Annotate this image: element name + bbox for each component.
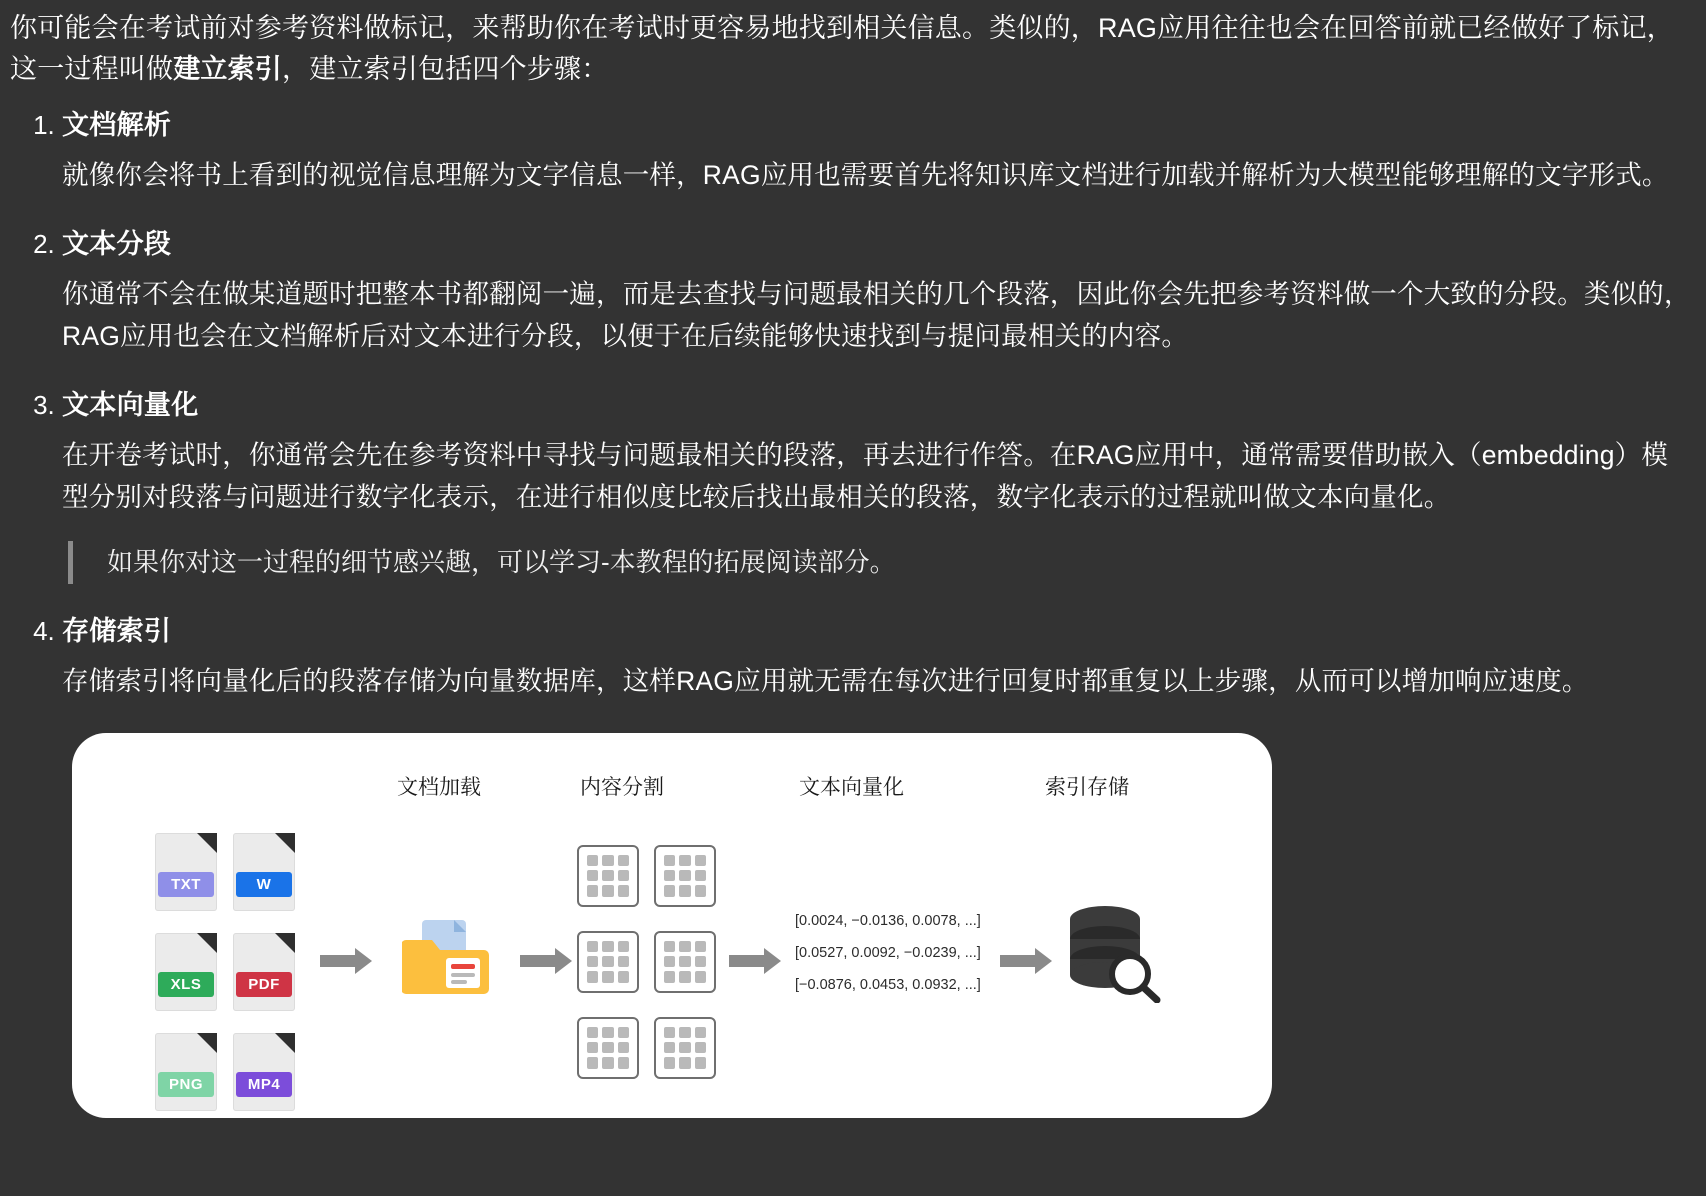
page-fold-icon [275,1033,295,1053]
file-icon-mp4 [233,1033,295,1111]
chunk-block [577,845,639,907]
stage-label-content-splitting: 内容分割 [580,775,664,799]
step-body: 你通常不会在做某道题时把整本书都翻阅一遍，而是去查找与问题最相关的几个段落，因此你会先把参考资料做一个大致的分段。类似的，RAG应用也会在文档解析后对文本进行分段，以便于在后续能够快速找到与提问最相关的内容。 [62,279,1691,351]
steps-list [10,108,1692,703]
step-body: 就像你会将书上看到的视觉信息理解为文字信息一样，RAG应用也需要首先将知识库文档进行加载并解析为大模型能够理解的文字形式。 [62,160,1669,191]
chunk-block [577,931,639,993]
step-body: 存储索引将向量化后的段落存储为向量数据库，这样RAG应用就无需在每次进行回复时都重复以上步骤，从而可以增加响应速度。 [62,665,1589,696]
step-title: 2. 文本分段 [62,229,172,260]
page-fold-icon [197,833,217,853]
file-type-label: PDF [236,972,292,997]
step-note: 如果你对这一过程的细节感兴趣，可以学习-本教程的拓展阅读部分。 [68,541,1692,584]
step-body: 在开卷考试时，你通常会先在参考资料中寻找与问题最相关的段落，再去进行作答。在RAG应用中，通常需要借助嵌入（embedding）模型分别对段落与问题进行数字化表示，在进行相似度比较后找出最相关的段落，数字化表示的过程就叫做文本向量化。 [62,439,1669,512]
stage-label-index-storage: 索引存储 [1045,775,1129,799]
file-type-label: MP4 [236,1072,292,1097]
chunk-block [654,931,716,993]
file-icon-word [233,833,295,911]
diagram-container [72,733,1692,1118]
document-page [0,8,1706,1118]
chunk-block [654,1017,716,1079]
intro-paragraph [10,8,1692,90]
chunk-block [577,1017,639,1079]
intro-text-before: 你可能会在考试前对参考资料做标记，来帮助你在考试时更容易地找到相关信息。类似的，RAG应用往往也会在回答前就已经做好了标记，这一过程叫做 [10,13,1674,85]
document-parse-icon [402,918,490,998]
vector-row: [−0.0876, 0.0453, 0.0932, ...] [795,976,981,993]
file-icon-pdf [233,933,295,1011]
list-item [62,227,1692,358]
file-type-label: XLS [158,972,214,997]
page-fold-icon [275,833,295,853]
intro-text-after: ，建立索引包括四个步骤： [282,54,609,85]
page-fold-icon [275,933,295,953]
list-item [62,388,1692,584]
file-icon-txt [155,833,217,911]
step-title: 1. 文档解析 [62,110,172,141]
arrow-icon-3 [729,955,765,967]
file-icon-xls [155,933,217,1011]
page-fold-icon [197,933,217,953]
vector-row: [0.0024, −0.0136, 0.0078, ...] [795,912,981,929]
chunk-block [654,845,716,907]
database-search-icon [1057,903,1167,1003]
intro-bold-term: 建立索引 [173,54,283,85]
file-icon-png [155,1033,217,1111]
step-title: 3. 文本向量化 [62,389,199,420]
list-item [62,108,1692,197]
file-type-label: W [236,872,292,897]
vector-row: [0.0527, 0.0092, −0.0239, ...] [795,944,981,961]
file-type-label: PNG [158,1072,214,1097]
rag-indexing-diagram [72,733,1272,1118]
page-fold-icon [197,1033,217,1053]
stage-label-text-vectorization: 文本向量化 [799,775,904,799]
stage-label-document-loading: 文档加载 [397,775,481,799]
file-type-label: TXT [158,872,214,897]
arrow-icon-2 [520,955,556,967]
arrow-icon-4 [1000,955,1036,967]
arrow-icon-1 [320,955,356,967]
step-title: 4. 存储索引 [62,615,172,646]
list-item [62,614,1692,703]
